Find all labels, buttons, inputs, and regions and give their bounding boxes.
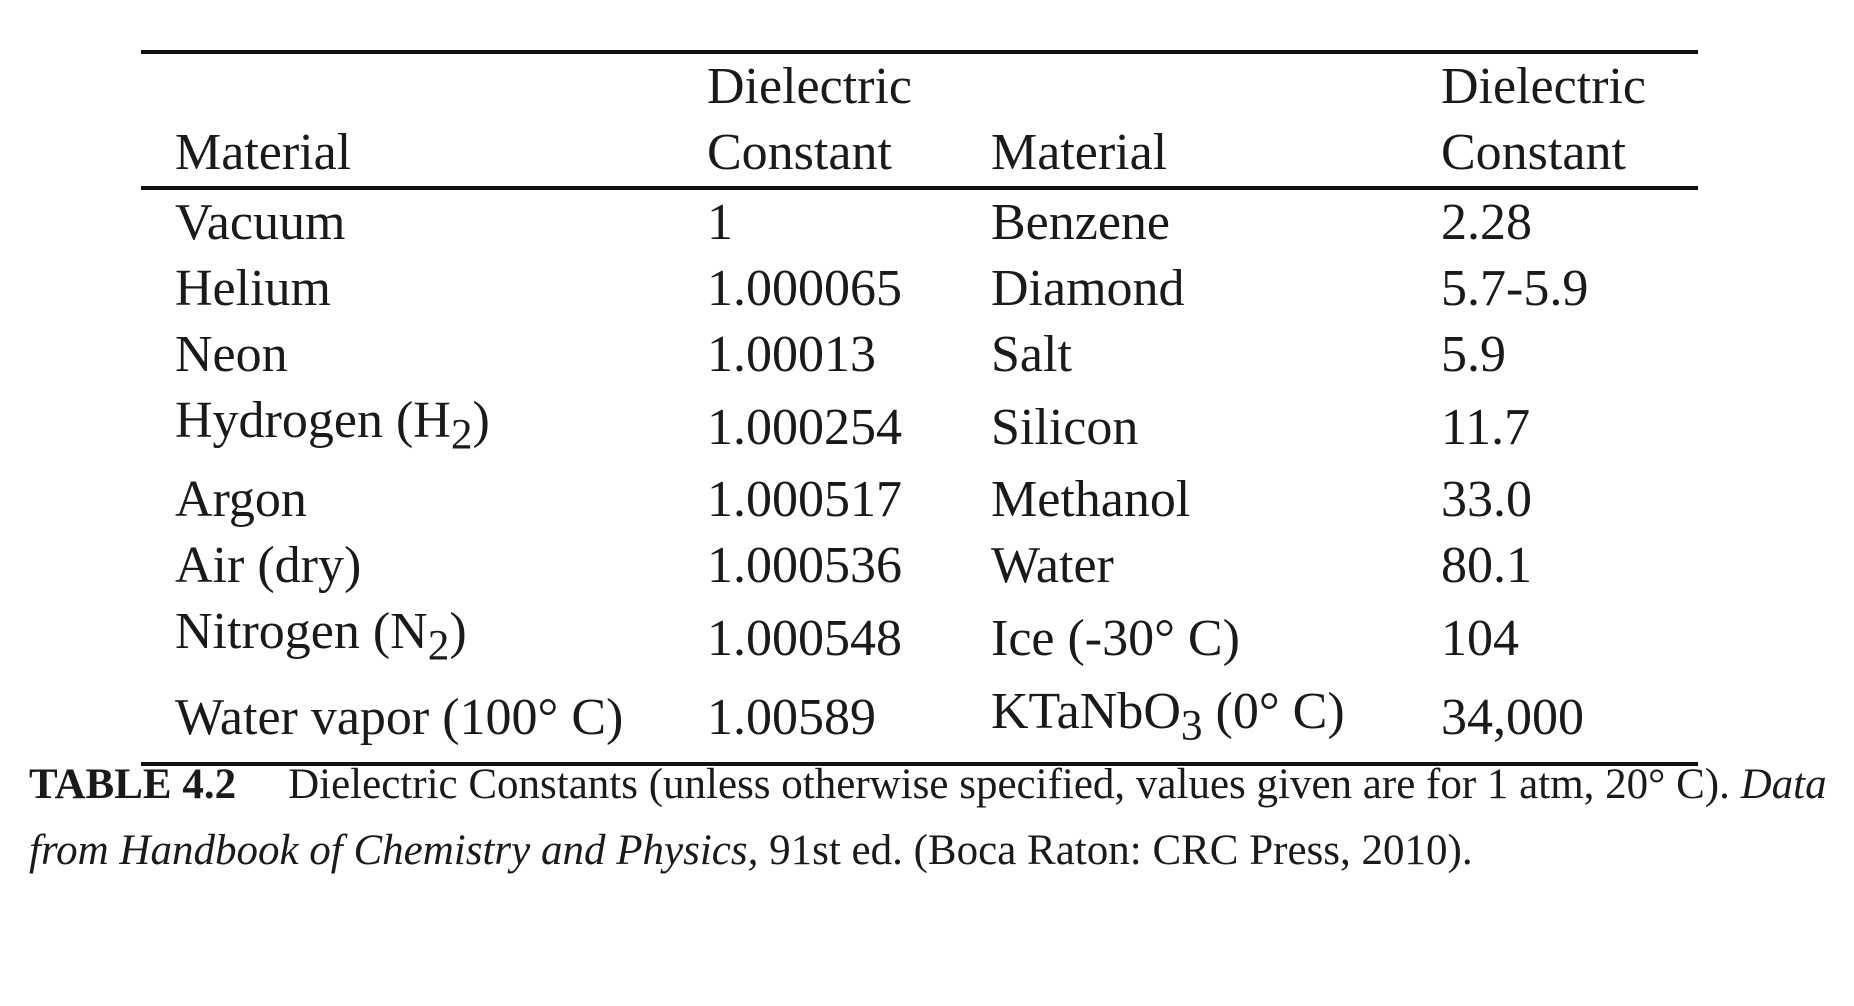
material-cell: Silicon [991, 398, 1139, 456]
table-row [141, 256, 1698, 322]
subscript: 2 [427, 621, 450, 670]
constant-cell: 1.00589 [673, 679, 957, 764]
material-text-tail: ) [449, 603, 467, 661]
header-dielectric-constant-1 [673, 54, 957, 188]
constant-cell: 2.28 [1441, 194, 1532, 251]
header-constant-1-line2: Constant [707, 124, 892, 181]
caption-text-end: 91st ed. (Boca Raton: CRC Press, 2010). [758, 827, 1473, 874]
material-cell: Neon [175, 326, 288, 383]
material-cell: Water [991, 537, 1114, 595]
caption-text: Dielectric Constants (unless otherwise specified, values given are for 1 atm, 20° C). [288, 761, 1741, 808]
material-cell: Diamond [991, 260, 1185, 317]
table-row [141, 188, 1698, 256]
material-cell: Benzene [991, 194, 1171, 251]
material-cell: Salt [991, 326, 1072, 383]
header-constant-2-line2: Constant [1441, 124, 1626, 181]
material-cell [141, 388, 673, 467]
table-header-row [141, 54, 1698, 188]
material-text-tail: ) [472, 392, 490, 449]
constant-cell: 104 [1441, 610, 1519, 668]
subscript: 3 [1180, 701, 1203, 750]
material-text: KTaNbO [991, 682, 1181, 740]
constant-cell: 1.000536 [707, 537, 902, 595]
material-text-tail: (0° C) [1202, 682, 1345, 740]
caption-label: TABLE 4.2 [29, 761, 237, 808]
header-material-2: Material [957, 54, 1407, 188]
material-cell: Ice (-30° C) [991, 610, 1240, 668]
material-text: Nitrogen (N [175, 603, 428, 661]
header-constant-1-line1: Dielectric [707, 58, 912, 115]
table-row [141, 467, 1698, 533]
material-cell: Air (dry) [175, 537, 362, 595]
header-material-1: Material [141, 54, 673, 188]
constant-cell: 1.000548 [707, 610, 902, 668]
constant-cell: 1.00013 [707, 326, 876, 383]
header-dielectric-constant-2 [1407, 54, 1698, 188]
dielectric-table-container [141, 50, 1698, 766]
constant-cell: 1.000517 [707, 471, 902, 529]
table-caption [29, 752, 1829, 884]
constant-cell: 34,000 [1407, 679, 1698, 764]
table-row [141, 388, 1698, 467]
constant-cell: 80.1 [1441, 537, 1532, 595]
material-cell: Argon [175, 471, 307, 529]
constant-cell: 1 [707, 194, 733, 251]
constant-cell: 5.9 [1441, 326, 1506, 383]
table-row [141, 599, 1698, 678]
table-row [141, 533, 1698, 599]
material-cell [141, 599, 673, 678]
constant-cell: 33.0 [1441, 471, 1532, 529]
material-cell: Water vapor (100° C) [141, 679, 673, 764]
header-constant-2-line1: Dielectric [1441, 58, 1646, 115]
material-cell: Methanol [991, 471, 1191, 529]
constant-cell: 1.000254 [707, 398, 902, 456]
constant-cell: 11.7 [1441, 398, 1531, 456]
dielectric-constants-table [141, 50, 1698, 766]
subscript: 2 [450, 410, 473, 459]
material-text: Hydrogen (H [175, 392, 451, 449]
constant-cell: 5.7-5.9 [1441, 260, 1589, 317]
table-row [141, 322, 1698, 388]
constant-cell: 1.000065 [707, 260, 902, 317]
material-cell: Vacuum [175, 194, 346, 251]
caption-source-italic: Data from Handbook of Chemistry and Physics, [29, 761, 1827, 874]
material-cell: Helium [175, 260, 331, 317]
